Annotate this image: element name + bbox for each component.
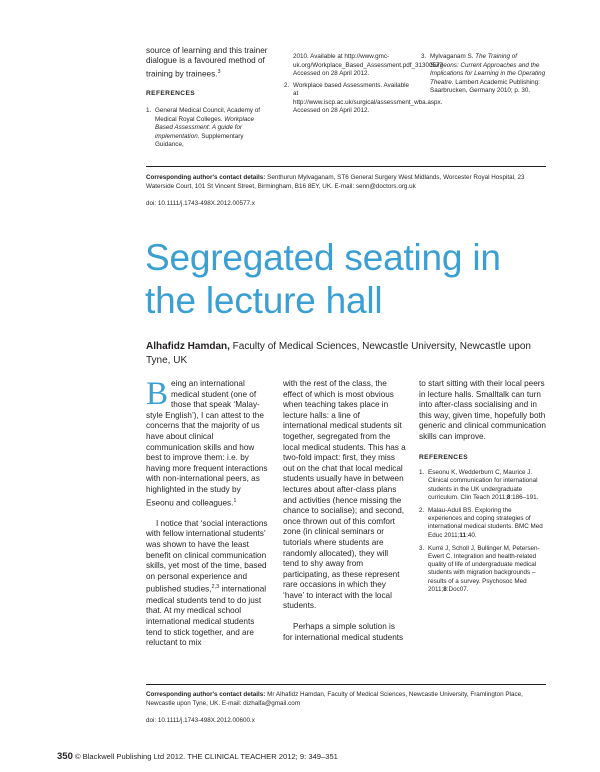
title-line-1: Segregated seating in [145,237,501,278]
prev-article-col3 [421,53,546,99]
paragraph [283,379,406,612]
reference-pages: :Doc07. [446,585,469,593]
reference-text: General Medical Council, Academy of Medical Royal Colleges. [155,107,260,123]
reference-pages: :40. [466,531,477,539]
body-column-2 [283,379,406,653]
reference-text: . Supplementary Guidance, [155,132,244,149]
reference-text: Workplace based Assessments. Available at http://www.iscp.ac.uk/surgical/assessment_wba.aspx. Accessed on 28 April 2012. [293,81,443,114]
reference-number: 1. [419,469,425,477]
reference-text: Malau-Aduli BS. Exploring the experiences and coping strategies of international medical students. BMC Med Educ 2011; [428,506,543,539]
byline [146,340,541,367]
reference-pages: :186–191. [510,493,539,501]
body-column-3 [419,379,547,597]
paragraph [146,376,270,509]
reference-number: 3. [421,53,427,60]
prev-article-col1-text: source of learning and this trainer dialogue is a favoured method of training by trainees. [146,46,268,79]
reference-item [419,545,547,594]
references-heading: REFERENCES [419,453,469,461]
reference-item-continued [284,53,444,79]
reference-item [419,469,547,502]
reference-number: 2. [284,81,290,89]
page-footer [57,751,557,762]
reference-text: Eseonu K, Wedderburn C, Maurice J. Clinical communication for international students in the UK undergraduate curriculum. Clin Teach 2011; [428,469,538,501]
citation-sup: 3 [217,68,221,75]
reference-volume: 8 [506,493,511,501]
corresponding-author [146,691,546,708]
drop-cap: B [146,376,169,412]
paragraph [283,622,406,643]
reference-number: 1. [146,107,152,115]
doi-prev: doi: 10.1111/j.1743-498X.2012.00577.x [146,200,255,207]
reference-item [421,53,546,96]
corresponding-label: Corresponding author's contact details: [146,691,266,698]
reference-text: . Lambert Academic Publishing: Saarbrucken, Germany 2010; p. 30. [430,78,540,94]
author-affiliation: Faculty of Medical Sciences, Newcastle University, Newcastle upon Tyne, UK [146,341,531,366]
citation-sup: 1 [233,497,237,504]
page-number: 350 [57,751,73,762]
reference-volume: 11 [459,531,467,539]
corresponding-details: Mr Alhafidz Hamdan, Faculty of Medical Sciences, Newcastle University, Framlington Place, Newcastle upon Tyne, UK. E-mail: dizhalfa@gmail.com [146,691,523,707]
paragraph-text: I notice that ‘social interactions with fellow international students’ was shown to have the least benefit on clinical communication skills, yet most of the time, based on personal experience and published studies, [146,518,268,595]
article-title [145,236,565,322]
reference-text: Mylvaganam S. [430,53,476,60]
paragraph [419,379,547,443]
citation-sup: 2,3 [211,584,220,591]
body-column-1 [146,376,270,659]
references-heading: REFERENCES [146,89,196,97]
prev-article-col1 [146,46,272,153]
reference-volume: 8 [443,585,447,593]
paragraph-text: international medical students tend to do just that. At my medical school international medical students tend to stick together, and are reluctant to mix [146,585,267,648]
prev-article-col2 [284,53,444,119]
reference-item [146,107,272,150]
reference-title: Workplace Based Assessment: A guide for implementation [155,115,255,140]
paragraph-text: to start sitting with their local peers in lecture halls. Smalltalk can turn into after-class socialising and in this way, given time, hopefully both generic and clinical communication skills can improve. [419,379,546,441]
footer-text: © Blackwell Publishing Ltd 2012. THE CLINICAL TEACHER 2012; 9: 349–351 [72,752,338,761]
paragraph-text: eing an international medical student (one of those that speak ‘Malay-style English’), I can attest to the concerns that the majority of us have about clinical communication skills and how best to improve them: i.e. by having more frequent interactions with non-international peers, as highlighted in the study by Eseonu and colleagues. [146,379,268,508]
reference-number: 2. [419,506,425,514]
reference-title: The Training of Surgeons: Current Approaches and the Implications for Learning in the Operating Theatre [430,53,546,86]
corresponding-details: Senthurun Mylvaganam, ST6 General Surgery West Midlands, Worcester Royal Hospital, 23 Waterside Court, 101 St Vincent Street, Birmingham, B16 8EY, UK. E-mail: senn@doctors.org.uk [146,174,525,190]
section-divider [146,166,546,167]
corresponding-label: Corresponding author's contact details: [146,174,266,181]
corresponding-author-prev [146,174,546,191]
reference-number: 3. [419,544,425,552]
section-divider [146,684,546,685]
paragraph-text: Perhaps a simple solution is for international medical students [283,622,404,642]
doi: doi: 10.1111/j.1743-498X.2012.00600.x [146,717,255,724]
paragraph [146,519,270,649]
reference-text: Kurré J, Scholl J, Bullinger M, Petersen-Ewert C. Integration and health-related quality of life of undergraduate medical students with migration backgrounds – results of a survey. Psychosoc Med 2011; [428,544,540,593]
title-line-2: the lecture hall [145,280,383,321]
paragraph-text: with the rest of the class, the effect of which is most obvious when teaching takes place in lecture halls: a line of international medical students sit together, segregated from the local medical students. This has a two-fold impact: first, they miss out on the chat that local medical students usually have in between lectures about after-class plans and activities (hence missing the chance to socialise); and second, once thrown out of this comfort zone (in clinical seminars or tutorials where students are randomly allocated), they will tend to shy away from participating, as these represent rare occasions in which they ‘have’ to interact with the local students. [283,379,406,611]
author-name: Alhafidz Hamdan, [146,341,230,352]
reference-item [284,81,443,116]
reference-text: 2010. Available at http://www.gmc-uk.org/Workplace_Based_Assessment.pdf_31300577 Accessed on 28 April 2012. [293,53,444,77]
reference-item [419,507,547,540]
